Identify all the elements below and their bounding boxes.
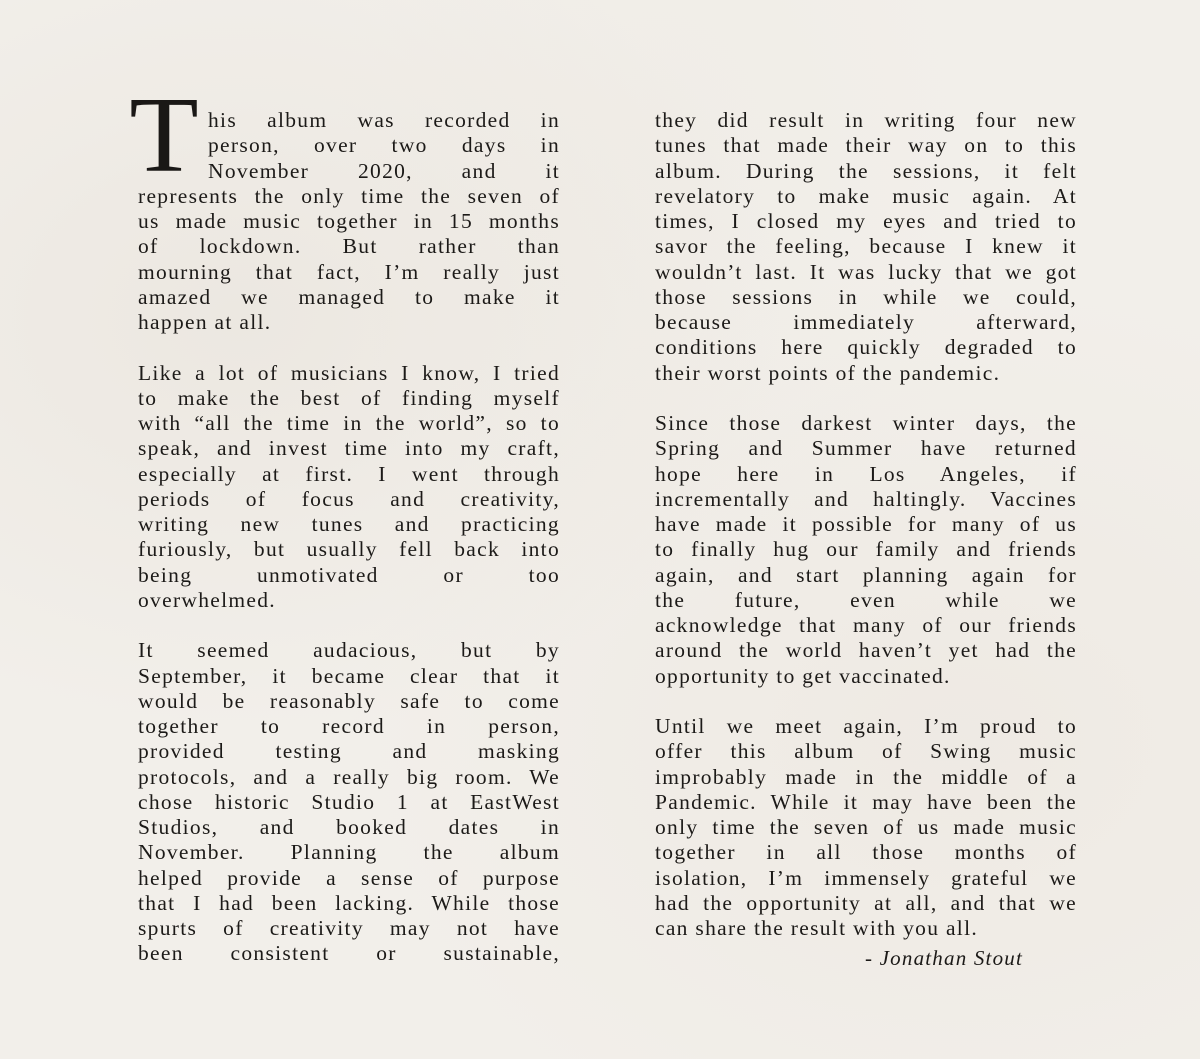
text-line: isolation, I’m immensely grateful we: [655, 865, 1077, 890]
text-line: Pandemic. While it may have been the: [655, 789, 1077, 814]
text-line: It seemed audacious, but by: [138, 638, 560, 663]
text-line: being unmotivated or too: [138, 562, 560, 587]
paragraph: [655, 411, 1077, 689]
text-line: especially at first. I went through: [138, 461, 560, 486]
text-line: chose historic Studio 1 at EastWest: [138, 789, 560, 814]
text-line: their worst points of the pandemic.: [655, 360, 1001, 385]
text-line: Since those darkest winter days, the: [655, 411, 1077, 435]
text-line: November 2020, and it: [208, 158, 560, 183]
paragraph: [138, 108, 560, 335]
text-line: person, over two days in: [208, 133, 560, 158]
text-line: speak, and invest time into my craft,: [138, 436, 560, 461]
text-line: protocols, and a really big room. We: [138, 764, 560, 789]
text-line: would be reasonably safe to come: [138, 688, 560, 713]
text-line: times, I closed my eyes and tried to: [655, 209, 1077, 233]
text-line: again, and start planning again for: [655, 562, 1077, 587]
text-line: together in all those months of: [655, 840, 1077, 865]
paragraph: [138, 638, 560, 966]
text-line: of lockdown. But rather than: [138, 234, 560, 259]
text-line: tunes that made their way on to this: [655, 133, 1077, 158]
text-line: savor the feeling, because I knew it: [655, 234, 1077, 259]
text-line: they did result in writing four new: [655, 108, 1077, 132]
text-line: with “all the time in the world”, so to: [138, 411, 560, 435]
text-line: Like a lot of musicians I know, I tried: [138, 360, 560, 385]
paragraph: [655, 108, 1077, 386]
text-line: conditions here quickly degraded to: [655, 335, 1077, 360]
text-line: happen at all.: [138, 310, 272, 334]
left-column: [138, 108, 560, 967]
text-line: can share the result with you all.: [655, 916, 979, 940]
text-line: around the world haven’t yet had the: [655, 638, 1077, 663]
text-line: those sessions in while we could,: [655, 284, 1077, 309]
text-line: wouldn’t last. It was lucky that we got: [655, 259, 1077, 284]
text-line: amazed we managed to make it: [138, 284, 560, 309]
text-line: incrementally and haltingly. Vaccines: [655, 486, 1077, 511]
drop-cap: T: [129, 76, 199, 195]
right-column: [655, 108, 1077, 941]
text-line: overwhelmed.: [138, 587, 276, 612]
text-line: opportunity to get vaccinated.: [655, 663, 951, 688]
text-line: because immediately afterward,: [655, 310, 1077, 334]
text-line: writing new tunes and practicing: [138, 512, 560, 536]
text-line: had the opportunity at all, and that we: [655, 890, 1077, 915]
text-line: only time the seven of us made music: [655, 815, 1077, 839]
text-line: album. During the sessions, it felt: [655, 158, 1077, 183]
text-line: that I had been lacking. While those: [138, 890, 560, 915]
text-line: offer this album of Swing music: [655, 739, 1077, 764]
text-line: represents the only time the seven of: [138, 183, 560, 208]
text-line: acknowledge that many of our friends: [655, 613, 1077, 637]
text-line: have made it possible for many of us: [655, 512, 1077, 536]
text-line: together to record in person,: [138, 714, 560, 738]
text-line: hope here in Los Angeles, if: [655, 461, 1077, 486]
text-line: September, it became clear that it: [138, 663, 560, 688]
text-line: improbably made in the middle of a: [655, 764, 1077, 789]
text-line: provided testing and masking: [138, 739, 560, 764]
text-line: periods of focus and creativity,: [138, 486, 560, 511]
text-line: to make the best of finding myself: [138, 385, 560, 410]
text-line: spurts of creativity may not have: [138, 916, 560, 940]
text-line: Studios, and booked dates in: [138, 815, 560, 839]
text-line: helped provide a sense of purpose: [138, 865, 560, 890]
paragraph: [138, 361, 560, 614]
text-line: the future, even while we: [655, 587, 1077, 612]
text-line: Spring and Summer have returned: [655, 436, 1077, 461]
text-line: Until we meet again, I’m proud to: [655, 714, 1077, 738]
paragraph: [655, 714, 1077, 941]
text-line: revelatory to make music again. At: [655, 183, 1077, 208]
text-line: his album was recorded in: [208, 108, 560, 132]
author-signature: - Jonathan Stout: [865, 946, 1024, 970]
text-line: mourning that fact, I’m really just: [138, 259, 560, 284]
text-line: November. Planning the album: [138, 840, 560, 865]
text-line: furiously, but usually fell back into: [138, 537, 560, 562]
text-line: us made music together in 15 months: [138, 209, 560, 233]
text-line: been consistent or sustainable,: [138, 941, 560, 966]
text-line: to finally hug our family and friends: [655, 537, 1077, 562]
